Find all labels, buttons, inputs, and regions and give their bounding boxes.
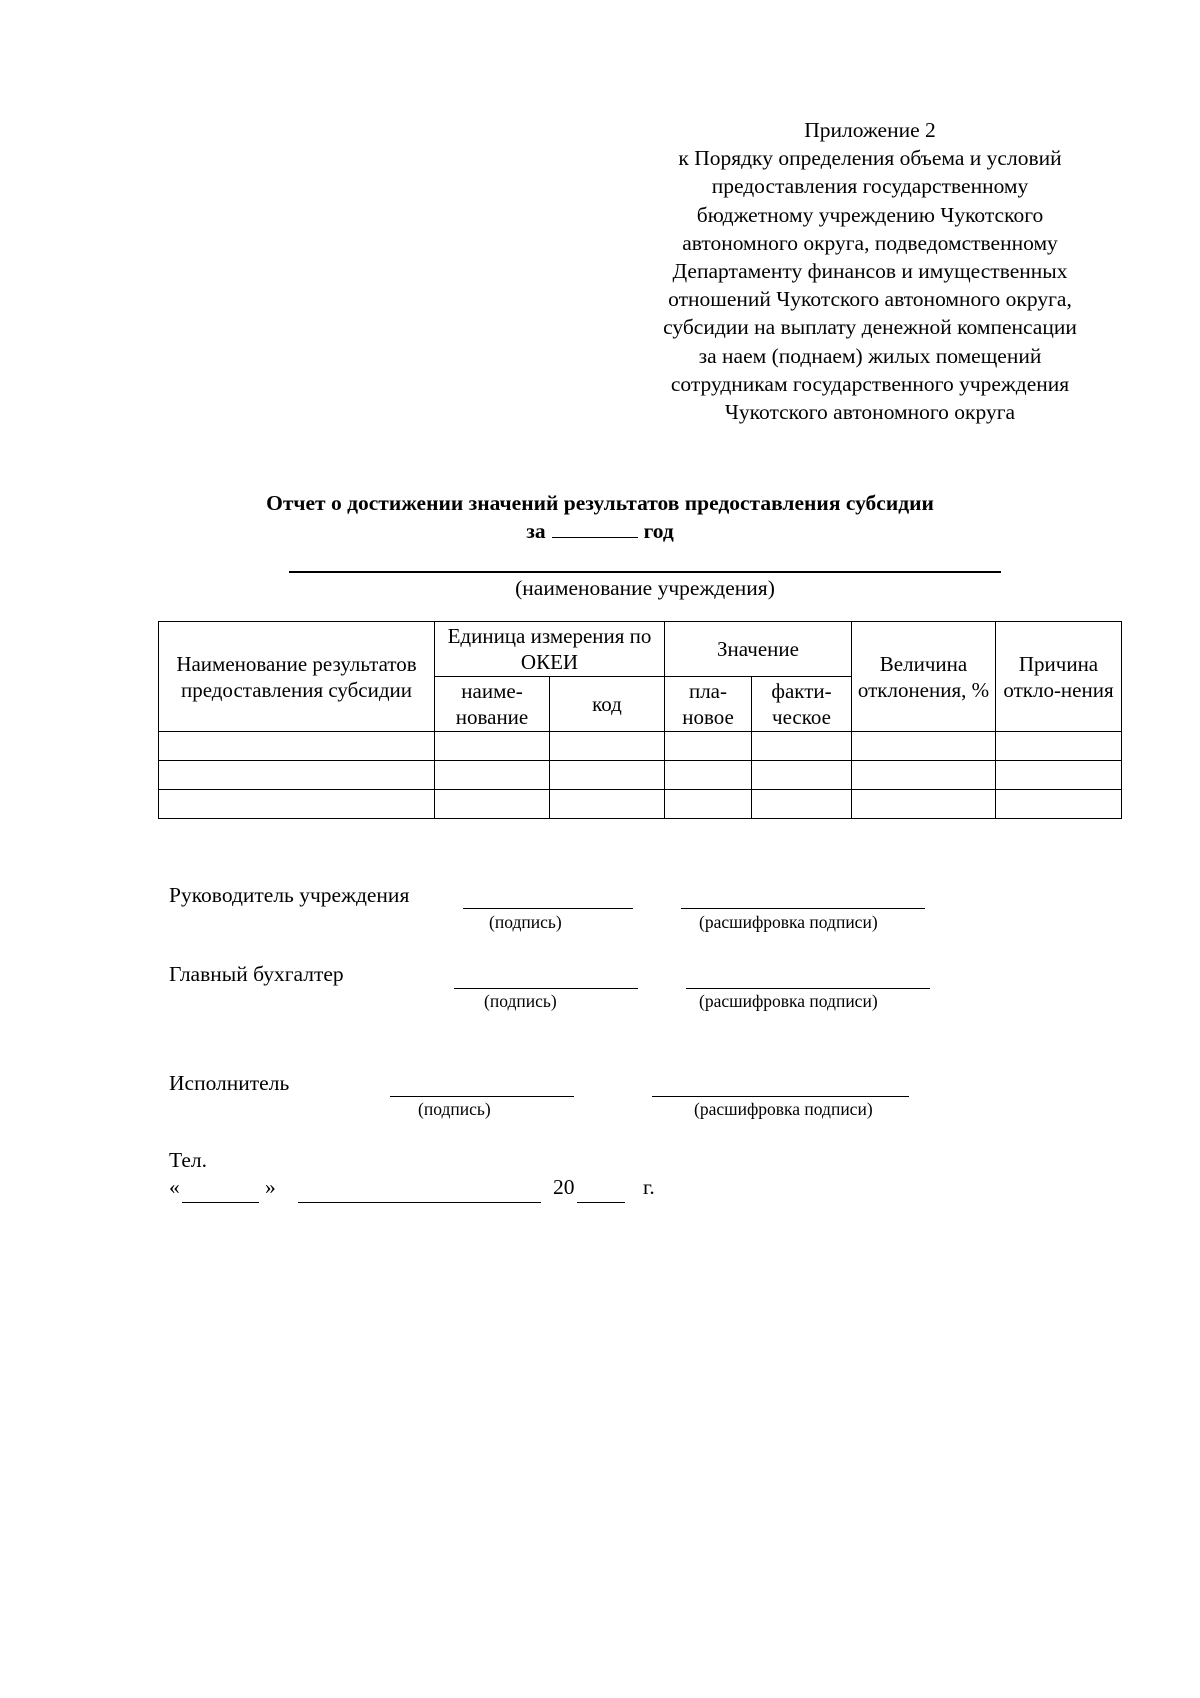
table-cell[interactable]: [752, 761, 852, 790]
appendix-line: к Порядку определения объема и условий: [678, 146, 1062, 171]
org-name-caption: (наименование учреждения): [515, 576, 775, 600]
head-signature-caption: (подпись): [489, 912, 562, 932]
appendix-line: бюджетному учреждению Чукотского: [696, 202, 1044, 227]
head-signature-line[interactable]: [463, 908, 633, 909]
table-cell[interactable]: [550, 790, 665, 819]
executor-label: Исполнитель: [169, 1071, 290, 1095]
date-year-line[interactable]: [577, 1202, 625, 1203]
table-cell[interactable]: [996, 732, 1122, 761]
table-cell[interactable]: [665, 790, 752, 819]
table-cell[interactable]: [752, 732, 852, 761]
header-unit: Единица измерения по ОКЕИ: [435, 622, 665, 677]
header-unit-name: наиме-нование: [435, 677, 550, 732]
table-cell[interactable]: [550, 732, 665, 761]
table-cell[interactable]: [550, 761, 665, 790]
table-row: [159, 790, 1122, 819]
appendix-line: Чукотского автономного округа: [724, 400, 1016, 425]
table-cell[interactable]: [852, 732, 996, 761]
table-cell[interactable]: [159, 761, 435, 790]
header-value-plan: пла-новое: [665, 677, 752, 732]
appendix-line: Приложение 2: [804, 118, 936, 142]
report-year-prefix: за: [526, 519, 546, 543]
table-cell[interactable]: [159, 732, 435, 761]
appendix-line: сотрудникам государственного учреждения: [670, 371, 1070, 396]
appendix-line: предоставления государственному: [711, 174, 1029, 199]
accountant-signature-caption: (подпись): [484, 991, 557, 1011]
table-row: [159, 761, 1122, 790]
results-table: [158, 621, 1122, 819]
date-year-suffix: г.: [643, 1175, 655, 1199]
table-cell[interactable]: [996, 790, 1122, 819]
appendix-header: [640, 116, 1100, 426]
header-result-name: Наименование результатов предоставления субсидии: [159, 622, 435, 732]
date-open-quote: «: [169, 1175, 180, 1199]
report-title-line2: [200, 517, 1000, 545]
table-row: [159, 732, 1122, 761]
table-cell[interactable]: [852, 761, 996, 790]
appendix-line: Департаменту финансов и имущественных: [672, 259, 1068, 284]
report-year-suffix: год: [643, 519, 674, 543]
table-cell[interactable]: [435, 761, 550, 790]
date-close-quote: »: [265, 1175, 276, 1199]
head-decoding-line[interactable]: [681, 908, 925, 909]
date-row: [169, 1175, 769, 1205]
table-cell[interactable]: [435, 732, 550, 761]
appendix-line: автономного округа, подведомственному: [682, 230, 1058, 255]
tel-label: Тел.: [169, 1148, 207, 1172]
header-deviation: Величина отклонения, %: [852, 622, 996, 732]
date-year-prefix: 20: [553, 1175, 575, 1199]
header-reason: Причина откло-нения: [996, 622, 1122, 732]
appendix-line: субсидии на выплату денежной компенсации: [663, 315, 1077, 340]
accountant-decoding-line[interactable]: [686, 988, 930, 989]
accountant-decoding-caption: (расшифровка подписи): [699, 991, 878, 1011]
table-cell[interactable]: [665, 732, 752, 761]
table-cell[interactable]: [752, 790, 852, 819]
executor-decoding-line[interactable]: [652, 1096, 909, 1097]
accountant-label: Главный бухгалтер: [169, 962, 344, 986]
table-cell[interactable]: [665, 761, 752, 790]
header-value-fact: факти-ческое: [752, 677, 852, 732]
date-month-line[interactable]: [298, 1202, 541, 1203]
appendix-line: за наем (поднаем) жилых помещений: [698, 343, 1042, 368]
report-title: [200, 489, 1000, 545]
date-day-line[interactable]: [182, 1202, 259, 1203]
table-cell[interactable]: [159, 790, 435, 819]
report-title-line1: Отчет о достижении значений результатов предоставления субсидии: [266, 491, 934, 515]
org-name-line[interactable]: [289, 571, 1001, 573]
appendix-line: отношений Чукотского автономного округа,: [668, 287, 1072, 312]
table-cell[interactable]: [852, 790, 996, 819]
table-header-row: [159, 622, 1122, 677]
executor-signature-caption: (подпись): [418, 1099, 491, 1119]
header-unit-code: код: [550, 677, 665, 732]
report-year-blank[interactable]: [552, 517, 638, 538]
header-value: Значение: [665, 622, 852, 677]
table-cell[interactable]: [996, 761, 1122, 790]
executor-decoding-caption: (расшифровка подписи): [694, 1099, 873, 1119]
head-decoding-caption: (расшифровка подписи): [699, 912, 878, 932]
executor-signature-line[interactable]: [390, 1096, 574, 1097]
accountant-signature-line[interactable]: [454, 988, 638, 989]
table-cell[interactable]: [435, 790, 550, 819]
head-label: Руководитель учреждения: [169, 883, 410, 907]
